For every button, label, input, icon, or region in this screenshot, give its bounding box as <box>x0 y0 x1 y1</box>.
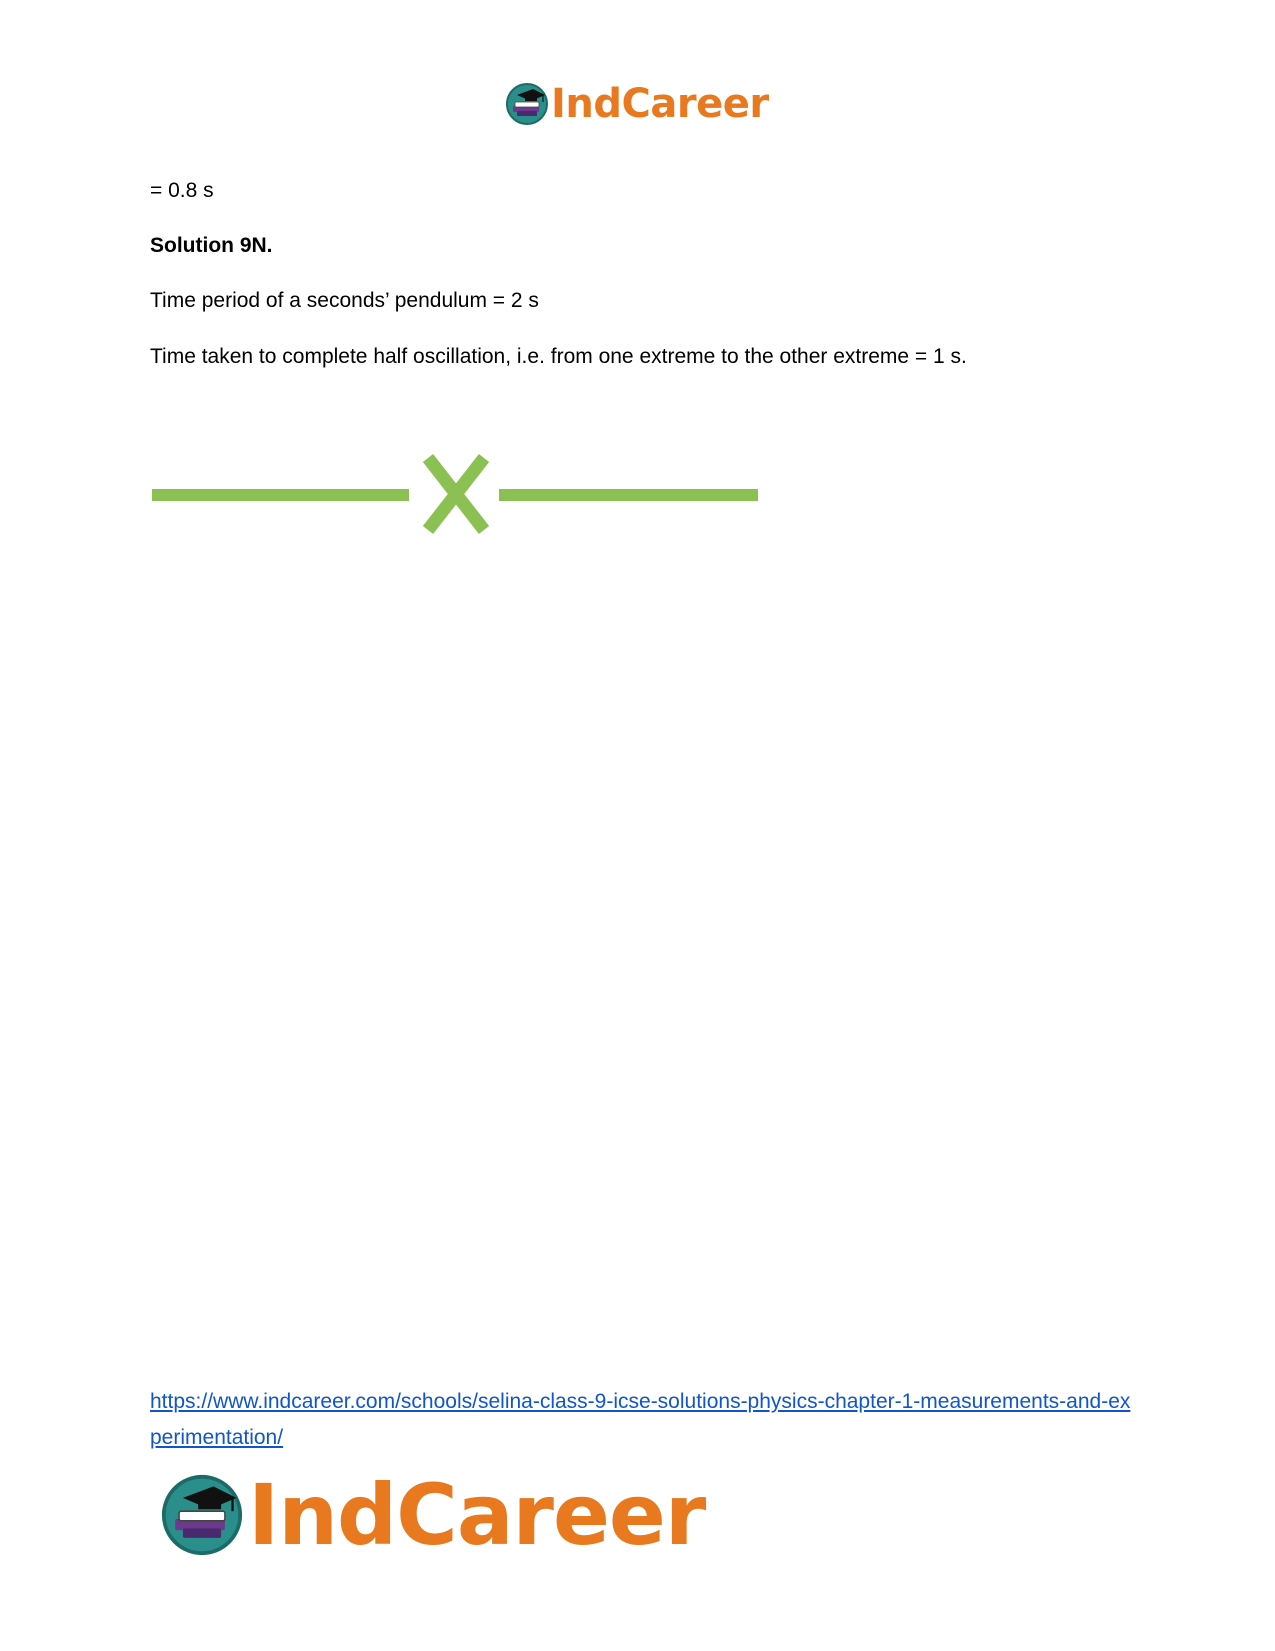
header-logo <box>505 80 769 128</box>
footer-logo <box>160 1466 706 1564</box>
solution-heading: Solution 9N. <box>150 234 273 257</box>
result-line: = 0.8 s <box>150 179 214 202</box>
period-line: Time period of a seconds’ pendulum = 2 s <box>150 289 539 312</box>
header-logo-text: IndCareer <box>551 81 769 127</box>
graduation-book-icon <box>160 1473 244 1557</box>
footer-logo-text: IndCareer <box>248 1466 706 1564</box>
half-oscillation-line: Time taken to complete half oscillation, i.e. from one extreme to the other extreme = 1 s. <box>150 345 967 368</box>
x-divider-icon <box>150 452 760 536</box>
graduation-book-icon <box>505 82 549 126</box>
source-url-link[interactable]: https://www.indcareer.com/schools/selina-class-9-icse-solutions-physics-chapter-1-measurements-and-experimentation/ <box>150 1390 1131 1449</box>
